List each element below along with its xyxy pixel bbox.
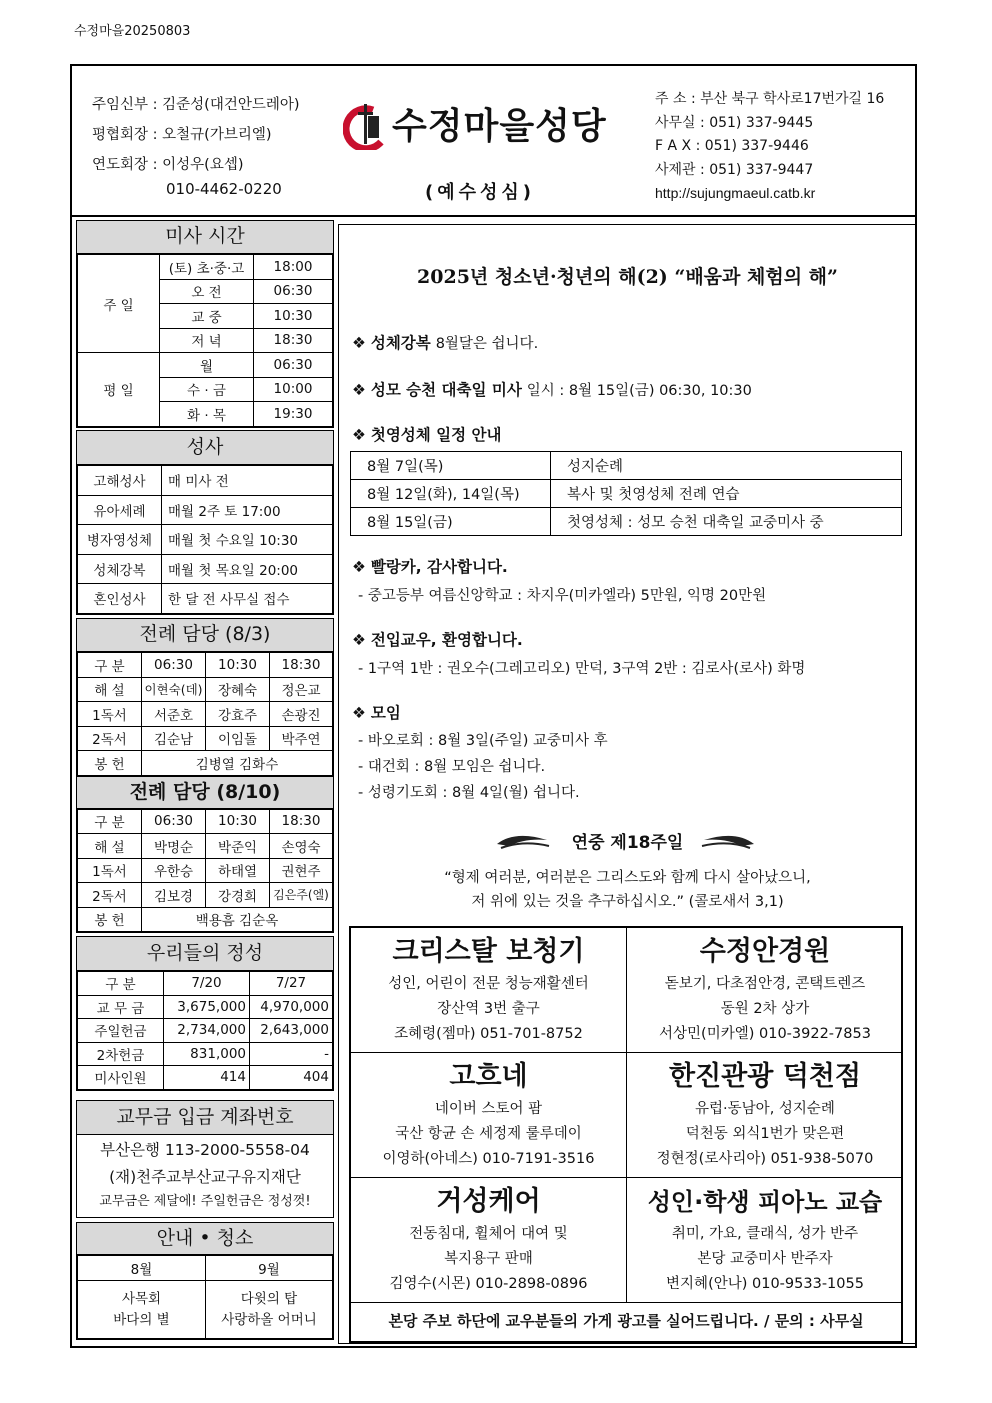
ad-line: 유럽·동남아, 성지순례 xyxy=(695,1101,835,1117)
offering-amount: 2,643,000 xyxy=(250,1019,333,1043)
section-title: 모임 xyxy=(370,704,401,722)
ad-line: 이영하(아네스) 010-7191-3516 xyxy=(382,1151,595,1167)
ad-card xyxy=(351,1053,627,1178)
cleaning-table xyxy=(77,1255,333,1339)
mass-time: 06:30 xyxy=(254,279,333,304)
person: 강효주 xyxy=(206,702,270,727)
offering-amount: - xyxy=(250,1042,333,1066)
ad-line: 김영수(시몬) 010-2898-0896 xyxy=(389,1276,588,1292)
role: 2독서 xyxy=(78,726,142,751)
col-header: 06:30 xyxy=(142,653,206,678)
section-title: 빨랑카, 감사합니다. xyxy=(370,558,508,576)
account-box xyxy=(76,1100,334,1218)
mass-time: 06:30 xyxy=(254,353,333,378)
contact-info xyxy=(655,88,884,206)
website-link[interactable]: http://sujungmaeul.catb.kr xyxy=(655,185,816,201)
ad-card xyxy=(351,928,627,1053)
church-slogan: (예수성심) xyxy=(425,182,536,203)
offerings-table xyxy=(77,971,333,1090)
col-header: 구 분 xyxy=(78,972,164,996)
group-name: 사랑하올 어머니 xyxy=(221,1311,317,1328)
liturgy2-title: 전례 담당 (8/10) xyxy=(77,776,333,809)
sunday-title: 연중 제18주일 xyxy=(571,833,684,853)
sacrament-value: 한 달 전 사무실 접수 xyxy=(162,584,333,614)
offering-type: 2차헌금 xyxy=(78,1042,164,1066)
col-header: 7/20 xyxy=(164,972,250,996)
role: 1독서 xyxy=(78,702,142,727)
section-title: 성체강복 xyxy=(370,334,431,352)
aug-groups xyxy=(78,1281,206,1339)
person: 서준호 xyxy=(142,702,206,727)
weekday-label: 평 일 xyxy=(78,353,160,427)
ad-line: 돋보기, 다초점안경, 콘택트렌즈 xyxy=(664,976,866,992)
council-label: 평협회장 : xyxy=(92,127,163,143)
ad-line: 복지용구 판매 xyxy=(444,1251,533,1267)
sacraments-title: 성사 xyxy=(77,431,333,465)
ad-title: 고흐네 xyxy=(449,1061,528,1092)
section-assumption xyxy=(352,378,752,400)
quote-line: “형제 여러분, 여러분은 그리스도와 함께 다시 살아났으니, xyxy=(444,870,811,886)
person: 장혜숙 xyxy=(206,677,270,702)
meeting-line: - 성령기도회 : 8월 4일(월) 쉽니다. xyxy=(358,785,580,801)
account-holder: (재)천주교부산교구유지재단 xyxy=(109,1168,301,1186)
header-divider xyxy=(70,215,917,217)
person: 김순남 xyxy=(142,726,206,751)
ornament-right-icon xyxy=(700,828,756,850)
person: 하태열 xyxy=(206,858,270,883)
section-text: 일시 : 8월 15일(금) 06:30, 10:30 xyxy=(526,383,752,399)
bullet-icon: ❖ xyxy=(352,631,366,649)
palanca-line: - 중고등부 여름신앙학교 : 차지우(미카엘라) 5만원, 익명 20만원 xyxy=(358,588,767,604)
account-note: 교무금은 제달에! 주일헌금은 정성껏! xyxy=(99,1194,311,1209)
cleaning-title: 안내 • 청소 xyxy=(77,1223,333,1255)
liturgy1-title: 전례 담당 (8/3) xyxy=(77,619,333,652)
person: 정은교 xyxy=(270,677,333,702)
ad-notice: 본당 주보 하단에 교우분들의 가게 광고를 실어드립니다. / 문의 : 사무실 xyxy=(388,1312,864,1330)
offering-type: 미사인원 xyxy=(78,1066,164,1090)
offerings-box xyxy=(76,936,334,1091)
sacrament-value: 매월 첫 수요일 10:30 xyxy=(162,525,333,555)
mass-name: 월 xyxy=(160,353,254,378)
meeting-line: - 대건회 : 8월 모임은 쉽니다. xyxy=(358,759,546,775)
offering-persons: 김병열 김화수 xyxy=(142,751,333,776)
person: 김은주(엘) xyxy=(270,883,333,908)
person: 김보경 xyxy=(142,883,206,908)
person: 이현숙(데) xyxy=(142,677,206,702)
offering-amount: 414 xyxy=(164,1066,250,1090)
scripture-quote xyxy=(338,866,917,914)
sacrament-name: 유아세례 xyxy=(78,495,162,525)
quote-line: 저 위에 있는 것을 추구하십시오.” (콜로새서 3,1) xyxy=(471,894,784,910)
liturgy-box xyxy=(76,618,334,933)
sacrament-name: 혼인성사 xyxy=(78,584,162,614)
mass-time: 18:30 xyxy=(254,328,333,353)
col-header: 06:30 xyxy=(142,809,206,834)
bank-account: 부산은행 113-2000-5558-04 xyxy=(100,1141,310,1159)
person: 이임돌 xyxy=(206,726,270,751)
staff-info xyxy=(92,90,300,198)
section-text: 8월달은 쉽니다. xyxy=(435,336,539,352)
ad-card xyxy=(627,1053,903,1178)
col-header: 구 분 xyxy=(78,653,142,678)
col-header: 18:30 xyxy=(270,653,333,678)
sacrament-name: 성체강복 xyxy=(78,554,162,584)
mass-time: 10:30 xyxy=(254,304,333,329)
mass-name: 화 · 목 xyxy=(160,402,254,427)
role: 봉 헌 xyxy=(78,751,142,776)
ad-card xyxy=(627,1178,903,1303)
section-newcomers xyxy=(352,628,523,650)
bullet-icon: ❖ xyxy=(352,426,366,444)
person: 손광진 xyxy=(270,702,333,727)
mass-time: 10:00 xyxy=(254,377,333,402)
group-name: 바다의 별 xyxy=(113,1311,170,1328)
mass-time: 19:30 xyxy=(254,402,333,427)
mass-name: 교 중 xyxy=(160,304,254,329)
person: 권현주 xyxy=(270,858,333,883)
ad-line: 장산역 3번 출구 xyxy=(437,1001,540,1017)
section-first-communion xyxy=(352,423,501,445)
sacrament-value: 매 미사 전 xyxy=(162,466,333,496)
sacraments-box xyxy=(76,430,334,615)
assoc-label: 연도회장 : xyxy=(92,157,163,173)
bullet-icon: ❖ xyxy=(352,558,366,576)
role: 봉 헌 xyxy=(78,907,142,932)
section-adoration xyxy=(352,331,538,353)
month: 8월 xyxy=(78,1256,206,1281)
sacrament-name: 병자영성체 xyxy=(78,525,162,555)
group-name: 사목회 xyxy=(121,1290,162,1307)
ad-line: 네이버 스토어 팜 xyxy=(434,1101,543,1117)
person: 손영숙 xyxy=(270,834,333,859)
mass-times-title: 미사 시간 xyxy=(77,221,333,254)
ad-line: 조혜령(젬마) 051-701-8752 xyxy=(394,1026,583,1042)
col-header: 구 분 xyxy=(78,809,142,834)
offering-type: 교 무 금 xyxy=(78,995,164,1019)
ad-card xyxy=(351,1178,627,1303)
offering-persons: 백용흠 김순옥 xyxy=(142,907,333,932)
cleaning-box xyxy=(76,1222,334,1340)
schedule-date: 8월 12일(화), 14일(목) xyxy=(351,480,551,508)
bullet-icon: ❖ xyxy=(352,381,366,399)
offerings-title: 우리들의 정성 xyxy=(77,937,333,971)
office-phone: 사무실 : 051) 337-9445 xyxy=(655,114,814,131)
sep-groups xyxy=(206,1281,333,1339)
mass-name: (토) 초·중·고 xyxy=(160,255,254,280)
church-logo-icon xyxy=(343,100,389,150)
liturgy1-table xyxy=(77,652,333,776)
assoc-name: 이성우(요셉) xyxy=(162,157,244,173)
ad-title: 한진관광 덕천점 xyxy=(669,1061,861,1092)
section-title: 첫영성체 일정 안내 xyxy=(370,426,502,444)
sacrament-name: 고해성사 xyxy=(78,466,162,496)
rectory-phone: 사제관 : 051) 337-9447 xyxy=(655,161,814,178)
ad-line: 성인, 어린이 전문 청능재활센터 xyxy=(388,976,589,992)
sacrament-value: 매월 2주 토 17:00 xyxy=(162,495,333,525)
sacrament-value: 매월 첫 목요일 20:00 xyxy=(162,554,333,584)
sunday-label: 주 일 xyxy=(78,255,160,353)
ad-title: 거성케어 xyxy=(436,1186,541,1217)
newcomers-line: - 1구역 1반 : 권오수(그레고리오) 만덕, 3구역 2반 : 김로사(로사) 화명 xyxy=(358,661,806,677)
person: 박주연 xyxy=(270,726,333,751)
person: 박준익 xyxy=(206,834,270,859)
col-header: 10:30 xyxy=(206,809,270,834)
offering-amount: 404 xyxy=(250,1066,333,1090)
offering-amount: 3,675,000 xyxy=(164,995,250,1019)
schedule-date: 8월 15일(금) xyxy=(351,508,551,536)
offering-amount: 4,970,000 xyxy=(250,995,333,1019)
col-header: 18:30 xyxy=(270,809,333,834)
ad-card xyxy=(627,928,903,1053)
ad-title: 수정안경원 xyxy=(699,936,831,967)
ad-line: 동원 2차 상가 xyxy=(720,1001,810,1017)
schedule-event: 첫영성체 : 성모 승천 대축일 교중미사 중 xyxy=(551,508,902,536)
schedule-date: 8월 7일(목) xyxy=(351,452,551,480)
address: 주 소 : 부산 북구 학사로17번가길 16 xyxy=(655,91,885,107)
section-meetings xyxy=(352,701,401,723)
mass-times-box xyxy=(76,220,334,428)
meeting-line: - 바오로회 : 8월 3일(주일) 교중미사 후 xyxy=(358,733,608,749)
schedule-event: 성지순례 xyxy=(551,452,902,480)
ad-line: 전동침대, 휠체어 대여 및 xyxy=(409,1226,568,1242)
ad-line: 서상민(미카엘) 010-3922-7853 xyxy=(659,1026,871,1042)
ad-line: 덕천동 외식1번가 맞은편 xyxy=(685,1126,845,1142)
assoc-phone: 010-4462-0220 xyxy=(166,180,282,198)
role: 1독서 xyxy=(78,858,142,883)
bullet-icon: ❖ xyxy=(352,704,366,722)
offering-amount: 831,000 xyxy=(164,1042,250,1066)
pastor-label: 주임신부 : xyxy=(92,97,163,113)
council-name: 오철규(가브리엘) xyxy=(162,127,272,143)
person: 우한승 xyxy=(142,858,206,883)
col-header: 7/27 xyxy=(250,972,333,996)
ad-line: 본당 교중미사 반주자 xyxy=(697,1251,833,1267)
ads-box xyxy=(349,926,903,1343)
first-communion-table xyxy=(350,451,902,536)
person: 강경희 xyxy=(206,883,270,908)
mass-name: 수 · 금 xyxy=(160,377,254,402)
section-palanca xyxy=(352,555,508,577)
person: 박명순 xyxy=(142,834,206,859)
offering-type: 주일헌금 xyxy=(78,1019,164,1043)
main-title: 2025년 청소년·청년의 해(2) “배움과 체험의 해” xyxy=(417,266,838,288)
pastor-name: 김준성(대건안드레아) xyxy=(162,97,300,113)
liturgy2-table xyxy=(77,809,333,933)
bullet-icon: ❖ xyxy=(352,334,366,352)
ad-title: 성인·학생 피아노 교습 xyxy=(647,1188,883,1216)
ad-title: 크리스탈 보청기 xyxy=(392,936,585,967)
sacraments-table xyxy=(77,465,333,614)
mass-time: 18:00 xyxy=(254,255,333,280)
account-title: 교무금 입금 계좌번호 xyxy=(77,1101,333,1135)
role: 2독서 xyxy=(78,883,142,908)
group-name: 다윗의 탑 xyxy=(240,1290,298,1307)
role: 해 설 xyxy=(78,677,142,702)
fax: F A X : 051) 337-9446 xyxy=(655,138,809,154)
church-name: 수정마을성당 xyxy=(392,106,607,147)
document-id: 수정마을20250803 xyxy=(74,24,191,39)
month: 9월 xyxy=(206,1256,333,1281)
ad-line: 취미, 가요, 클래식, 성가 반주 xyxy=(671,1226,859,1242)
section-title: 전입교우, 환영합니다. xyxy=(370,631,523,649)
section-title: 성모 승천 대축일 미사 xyxy=(370,381,522,399)
ad-line: 국산 항균 손 세정제 룰루데이 xyxy=(395,1126,582,1142)
ad-line: 변지혜(안나) 010-9533-1055 xyxy=(666,1276,864,1292)
mass-times-table xyxy=(77,254,333,427)
schedule-event: 복사 및 첫영성체 전례 연습 xyxy=(551,480,902,508)
mass-name: 저 녁 xyxy=(160,328,254,353)
col-header: 10:30 xyxy=(206,653,270,678)
ad-line: 정현정(로사리아) 051-938-5070 xyxy=(656,1151,874,1167)
mass-name: 오 전 xyxy=(160,279,254,304)
role: 해 설 xyxy=(78,834,142,859)
offering-amount: 2,734,000 xyxy=(164,1019,250,1043)
